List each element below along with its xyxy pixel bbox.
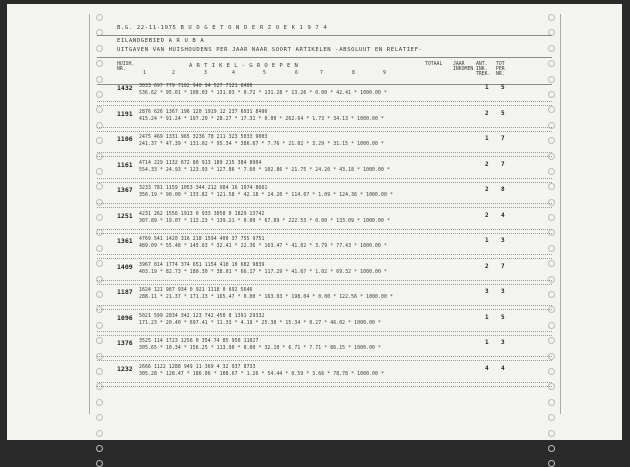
- ant-ink-value: 1: [485, 237, 489, 244]
- rule: [97, 360, 552, 361]
- rule: [97, 305, 552, 306]
- tot-pers-value: 4: [501, 211, 505, 219]
- relative-values: 171.23 * 20.40 * 697.41 * 11.33 * 4.19 * 25.30 * 15.34 * 0.27 * 46.02 * 1000.00 *: [139, 320, 382, 326]
- relative-values: 356.19 * 90.00 * 133.82 * 121.58 * 42.18 * 24.20 * 114.07 * 1.09 * 124.36 * 1000.00 *: [139, 193, 393, 198]
- rule: [97, 207, 552, 208]
- group-number: 7: [320, 71, 323, 76]
- ant-ink-value: 1: [485, 313, 489, 321]
- sprocket-hole: [548, 414, 555, 421]
- household-number: 1367: [117, 186, 133, 194]
- absolute-values: 1624 121 967 934 0 921 1118 0 692 5646: [139, 288, 253, 293]
- rule: [97, 156, 552, 157]
- relative-values: 241.37 * 47.39 * 131.02 * 95.34 * 386.67 * 7.76 * 21.02 * 3.29 * 31.15 * 1000.00 *: [139, 142, 385, 147]
- report-header-line1: B.G. 22-11-1975 B U D G E T O N D E R Z O E K 1 9 7 4: [117, 25, 328, 31]
- relative-values: 489.09 * 55.48 * 145.63 * 32.41 * 22.36 * 163.47 * 41.02 * 3.79 * 77.43 * 1000.00 *: [139, 244, 388, 249]
- rule: [97, 152, 552, 153]
- rule: [97, 127, 552, 128]
- ant-ink-value: 3: [485, 288, 489, 295]
- group-number: 3: [204, 71, 207, 76]
- rule: [97, 309, 552, 310]
- table-row: [117, 262, 505, 280]
- sprocket-hole: [96, 445, 103, 452]
- rule: [97, 386, 552, 387]
- household-number: 1432: [117, 84, 133, 92]
- tot-pers-value: 5: [501, 313, 505, 321]
- ant-ink-value: 2: [485, 211, 489, 219]
- ant-ink-value: 4: [485, 364, 489, 372]
- col-totaal: TOTAAL: [425, 62, 443, 67]
- group-number: 4: [232, 71, 235, 76]
- absolute-values: 2666 1122 1288 949 11 369 4 32 937 8733: [139, 364, 256, 370]
- rule: [97, 258, 552, 259]
- rule: [97, 356, 552, 357]
- sprocket-hole: [96, 414, 103, 421]
- table-row: [117, 237, 505, 254]
- group-number: 1: [143, 71, 146, 76]
- absolute-values: 2876 626 1367 196 120 1919 12 237 6931 8496: [139, 109, 268, 115]
- rule: [97, 229, 552, 230]
- table-row: [117, 160, 505, 178]
- group-number: 5: [263, 71, 266, 76]
- tot-pers-value: 7: [501, 262, 505, 270]
- rule: [97, 280, 552, 281]
- absolute-values: 3233 781 1159 1053 344 212 984 16 1974 8661: [139, 186, 268, 191]
- col-huish-nr: HUISH. NR.: [117, 62, 135, 72]
- relative-values: 415.24 * 91.24 * 197.20 * 28.27 * 17.31 * 0.00 * 262.64 * 1.73 * 34.13 * 1000.00 *: [139, 116, 385, 122]
- household-number: 1161: [117, 160, 133, 169]
- relative-values: 288.11 * 21.37 * 171.13 * 165.47 * 0.00 * 163.03 * 198.04 * 0.00 * 122.56 * 1000.00 *: [139, 295, 393, 300]
- ant-ink-value: 2: [485, 109, 489, 117]
- rule: [97, 331, 552, 332]
- rule: [97, 178, 552, 179]
- rule: [97, 182, 552, 183]
- absolute-values: 4769 541 1420 316 218 1594 400 37 755 9751: [139, 237, 265, 242]
- group-number: 2: [172, 71, 175, 76]
- group-number: 6: [295, 71, 298, 76]
- tot-pers-value: 3: [501, 237, 505, 244]
- rule: [97, 131, 552, 132]
- rule: [97, 284, 552, 285]
- household-number: 1187: [117, 288, 133, 296]
- group-number: 9: [383, 71, 386, 76]
- sprocket-hole: [548, 430, 555, 437]
- tot-pers-value: 3: [501, 288, 505, 295]
- scanned-page: [7, 4, 622, 440]
- group-number: 8: [352, 71, 355, 76]
- rule: [97, 254, 552, 255]
- absolute-values: 2475 469 1331 965 3236 78 211 323 5033 9003: [139, 135, 268, 140]
- household-number: 1191: [117, 109, 133, 118]
- relative-values: 307.89 * 19.07 * 113.23 * 139.21 * 0.00 * 67.89 * 222.53 * 0.00 * 133.09 * 1000.00 *: [139, 218, 390, 224]
- household-number: 1251: [117, 211, 133, 220]
- relative-values: 554.33 * 24.93 * 123.93 * 127.86 * 7.60 * 102.86 * 21.75 * 24.20 * 43.18 * 1000.00 *: [139, 167, 390, 173]
- report-header-line3: UITGAVEN VAN HUISHOUDENS PER JAAR NAAR SOORT ARTIKELEN -ABSOLUUT EN RELATIEF-: [117, 47, 423, 53]
- ant-ink-value: 1: [485, 84, 489, 91]
- sprocket-hole: [548, 460, 555, 467]
- tot-pers-value: 5: [501, 84, 505, 91]
- rule: [97, 203, 552, 204]
- rule: [97, 57, 552, 58]
- tot-pers-value: 5: [501, 109, 505, 117]
- table-row: [117, 135, 505, 152]
- absolute-values: 4714 229 1132 672 80 913 189 215 384 8904: [139, 160, 262, 166]
- sprocket-hole: [96, 460, 103, 467]
- household-number: 1106: [117, 135, 133, 143]
- sprocket-hole: [548, 445, 555, 452]
- rule: [97, 105, 552, 106]
- ant-ink-value: 2: [485, 186, 489, 193]
- household-number: 1376: [117, 339, 133, 347]
- table-row: [117, 84, 505, 101]
- household-number: 1096: [117, 313, 133, 322]
- tot-pers-value: 7: [501, 135, 505, 142]
- rule: [97, 233, 552, 234]
- rule: [97, 101, 552, 102]
- ant-ink-value: 1: [485, 135, 489, 142]
- absolute-values: 5021 599 2834 342 123 742 450 8 1391 29332: [139, 313, 265, 319]
- absolute-values: 3967 814 1774 374 651 1154 410 10 682 9839: [139, 262, 265, 268]
- table-row: [117, 313, 505, 331]
- household-number: 1232: [117, 364, 133, 373]
- table-row: [117, 288, 505, 305]
- rule: [97, 382, 552, 383]
- table-row: [117, 186, 505, 203]
- relative-values: 403.19 * 82.73 * 180.30 * 38.01 * 66.17 * 117.29 * 41.67 * 1.02 * 69.32 * 1000.00 *: [139, 269, 388, 275]
- absolute-values: 3033 697 779 7102 940 94 527 7121 8400: [139, 84, 253, 89]
- table-row: [117, 364, 505, 382]
- col-jaar-inkomen: JAAR INKOMEN: [453, 62, 474, 72]
- ant-ink-value: 2: [485, 262, 489, 270]
- ant-ink-value: 1: [485, 339, 489, 346]
- sprocket-hole: [96, 430, 103, 437]
- table-row: [117, 211, 505, 229]
- relative-values: 536.62 * 95.01 * 108.03 * 131.03 * 0.72 * 131.28 * 13.26 * 0.00 * 42.41 * 1000.00 *: [139, 91, 388, 96]
- tot-pers-value: 4: [501, 364, 505, 372]
- col-ant-ink: ANT. INK. TREK.: [476, 62, 491, 77]
- absolute-values: 3525 114 1723 1256 0 354 74 85 950 11027: [139, 339, 259, 344]
- household-number: 1409: [117, 262, 133, 271]
- ant-ink-value: 2: [485, 160, 489, 168]
- rule: [97, 335, 552, 336]
- table-row: [117, 109, 505, 127]
- col-tot-pers: TOT PER NR.: [496, 62, 505, 77]
- rule: [97, 35, 552, 36]
- relative-values: 305.65 * 10.34 * 156.25 * 113.90 * 0.00 * 32.10 * 6.71 * 7.71 * 86.15 * 1000.00 *: [139, 346, 382, 351]
- table-row: [117, 339, 505, 356]
- tot-pers-value: 8: [501, 186, 505, 193]
- tot-pers-value: 3: [501, 339, 505, 346]
- household-number: 1361: [117, 237, 133, 245]
- col-artikel-groepen: A R T I K E L - G R O E P E N: [189, 63, 299, 69]
- absolute-values: 4231 262 1556 1913 0 933 3058 0 1829 13742: [139, 211, 265, 217]
- relative-values: 305.28 * 128.47 * 186.06 * 108.67 * 1.26 * 54.44 * 0.59 * 3.66 * 78.78 * 1000.00 *: [139, 371, 385, 377]
- tot-pers-value: 7: [501, 160, 505, 168]
- report-header-line2: EILANDGEBIED A R U B A: [117, 38, 205, 44]
